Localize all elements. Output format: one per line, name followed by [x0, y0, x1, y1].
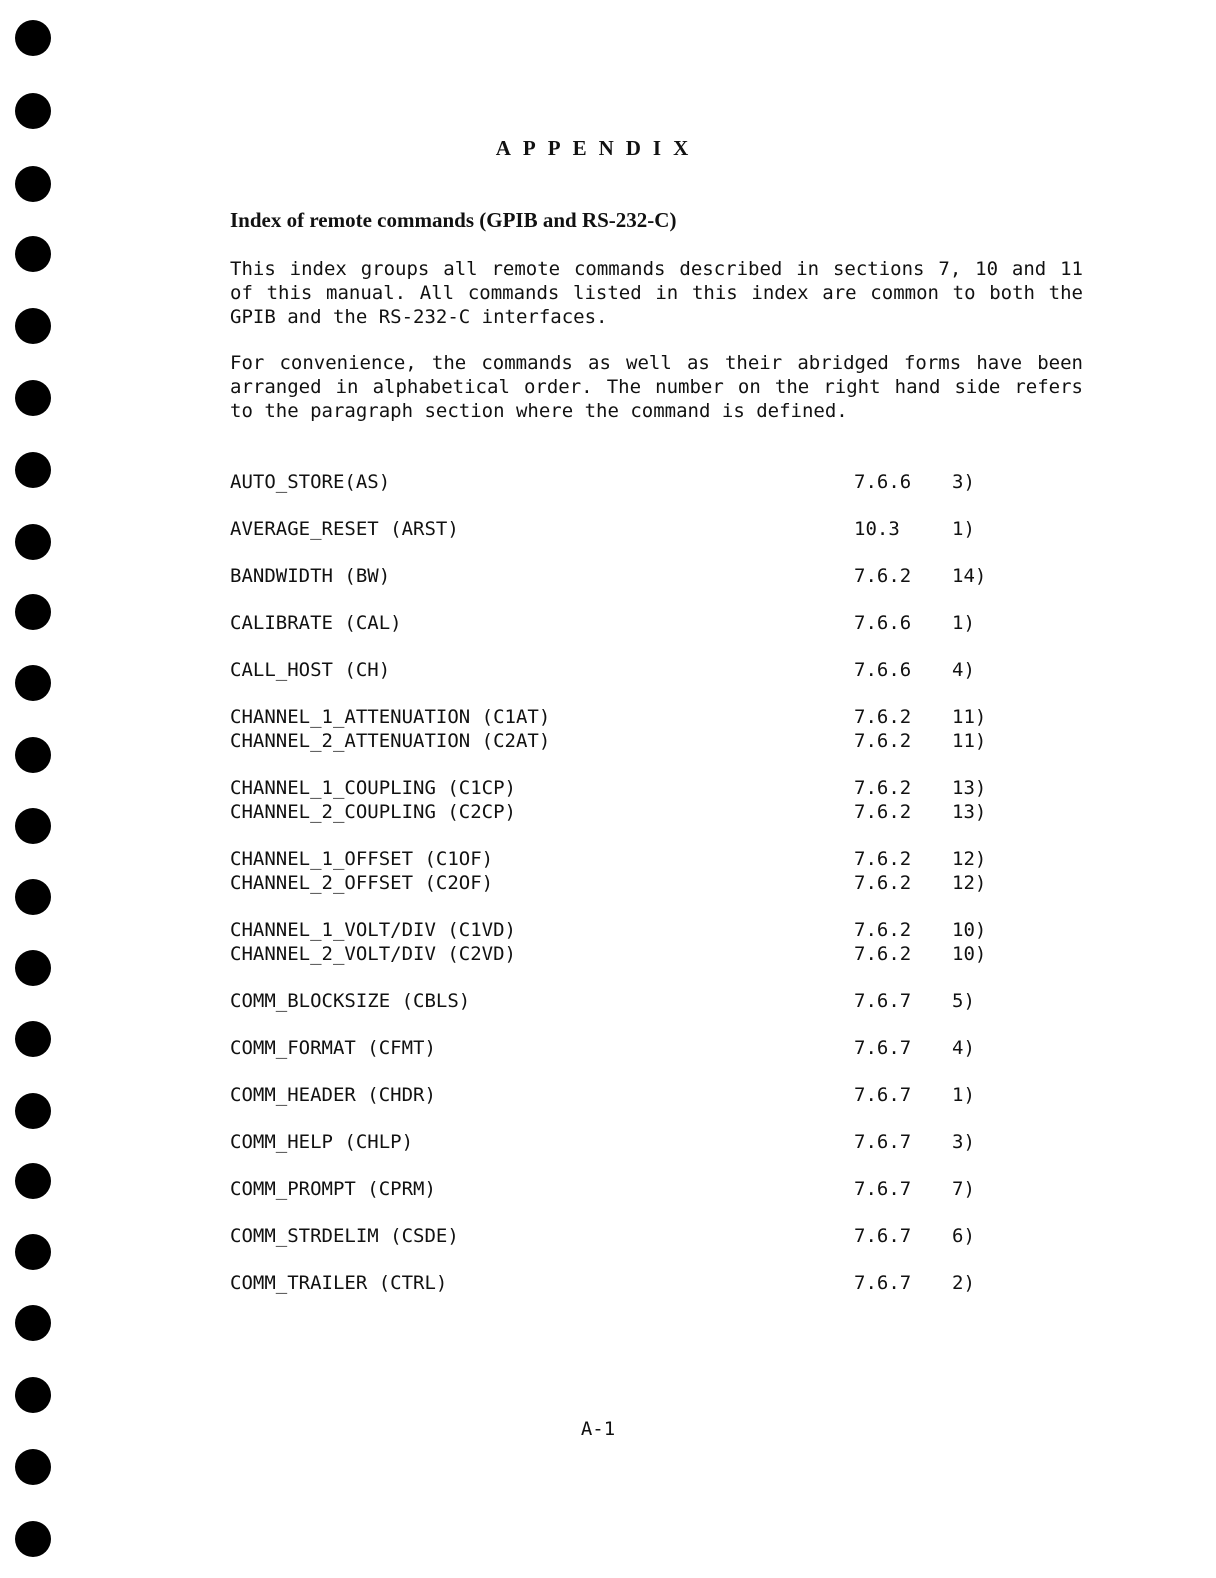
section-number: 7.6.7 [854, 1178, 912, 1200]
binder-hole [15, 1305, 51, 1341]
section-number: 7.6.2 [854, 706, 912, 728]
section-number: 7.6.7 [854, 1225, 912, 1247]
section-number: 7.6.2 [854, 730, 912, 752]
binder-hole [15, 236, 51, 272]
convenience-paragraph: For convenience, the commands as well as their abridged forms have been arranged in alphabetical order. The number on the right hand side refers to the paragraph section where the command is defined. [230, 352, 1083, 422]
command-name: CALIBRATE (CAL) [230, 612, 402, 634]
command-group [230, 1224, 1090, 1248]
item-number: 3) [952, 1131, 975, 1153]
item-number: 12) [952, 872, 987, 894]
item-number: 11) [952, 706, 987, 728]
command-group [230, 658, 1090, 682]
binder-hole [15, 20, 51, 56]
command-group [230, 1271, 1090, 1295]
command-name: COMM_PROMPT (CPRM) [230, 1178, 436, 1200]
section-number: 7.6.2 [854, 943, 912, 965]
command-group [230, 1036, 1090, 1060]
item-number: 1) [952, 1084, 975, 1106]
command-name: COMM_HEADER (CHDR) [230, 1084, 436, 1106]
item-number: 1) [952, 518, 975, 540]
command-group [230, 470, 1090, 494]
section-number: 7.6.2 [854, 801, 912, 823]
section-number: 7.6.7 [854, 1131, 912, 1153]
command-row [230, 942, 1090, 966]
command-group [230, 1083, 1090, 1107]
binder-hole [15, 452, 51, 488]
command-group [230, 611, 1090, 635]
section-number: 7.6.6 [854, 659, 912, 681]
item-number: 11) [952, 730, 987, 752]
command-row [230, 776, 1090, 800]
command-name: COMM_STRDELIM (CSDE) [230, 1225, 459, 1247]
binder-holes [15, 0, 51, 1578]
command-name: COMM_TRAILER (CTRL) [230, 1272, 448, 1294]
command-group [230, 918, 1090, 966]
command-row [230, 989, 1090, 1013]
item-number: 3) [952, 471, 975, 493]
command-name: AUTO_STORE(AS) [230, 471, 391, 493]
command-row [230, 564, 1090, 588]
item-number: 10) [952, 943, 987, 965]
command-group [230, 1130, 1090, 1154]
item-number: 10) [952, 919, 987, 941]
command-row [230, 470, 1090, 494]
section-number: 7.6.7 [854, 1084, 912, 1106]
command-row [230, 918, 1090, 942]
section-number: 7.6.6 [854, 612, 912, 634]
section-number: 7.6.2 [854, 565, 912, 587]
item-number: 6) [952, 1225, 975, 1247]
binder-hole [15, 808, 51, 844]
item-number: 2) [952, 1272, 975, 1294]
command-row [230, 517, 1090, 541]
item-number: 5) [952, 990, 975, 1012]
command-group [230, 989, 1090, 1013]
binder-hole [15, 665, 51, 701]
command-row [230, 658, 1090, 682]
page-number: A-1 [580, 1418, 616, 1440]
section-number: 7.6.2 [854, 848, 912, 870]
binder-hole [15, 950, 51, 986]
binder-hole [15, 308, 51, 344]
item-number: 13) [952, 801, 987, 823]
command-group [230, 705, 1090, 753]
command-row [230, 1224, 1090, 1248]
section-number: 7.6.7 [854, 1272, 912, 1294]
command-row [230, 800, 1090, 824]
section-number: 7.6.2 [854, 777, 912, 799]
page-title: APPENDIX [495, 136, 701, 160]
command-group [230, 776, 1090, 824]
section-number: 7.6.7 [854, 990, 912, 1012]
binder-hole [15, 1521, 51, 1557]
command-name: CHANNEL_1_COUPLING (C1CP) [230, 777, 516, 799]
binder-hole [15, 1234, 51, 1270]
command-name: COMM_HELP (CHLP) [230, 1131, 414, 1153]
section-heading: Index of remote commands (GPIB and RS-232-C) [230, 208, 677, 232]
command-row [230, 611, 1090, 635]
command-name: COMM_FORMAT (CFMT) [230, 1037, 436, 1059]
item-number: 1) [952, 612, 975, 634]
binder-hole [15, 1021, 51, 1057]
binder-hole [15, 1093, 51, 1129]
command-name: AVERAGE_RESET (ARST) [230, 518, 459, 540]
section-number: 7.6.6 [854, 471, 912, 493]
command-row [230, 1177, 1090, 1201]
binder-hole [15, 380, 51, 416]
section-number: 7.6.7 [854, 1037, 912, 1059]
command-name: CHANNEL_1_OFFSET (C1OF) [230, 848, 494, 870]
item-number: 4) [952, 659, 975, 681]
command-name: CHANNEL_2_COUPLING (C2CP) [230, 801, 516, 823]
item-number: 13) [952, 777, 987, 799]
binder-hole [15, 166, 51, 202]
binder-hole [15, 1377, 51, 1413]
command-row [230, 1036, 1090, 1060]
command-name: BANDWIDTH (BW) [230, 565, 391, 587]
intro-paragraph: This index groups all remote commands described in sections 7, 10 and 11 of this manual. All commands listed in this index are common to both the GPIB and the RS-232-C interfaces. [230, 258, 1083, 328]
section-number: 7.6.2 [854, 872, 912, 894]
command-group [230, 564, 1090, 588]
binder-hole [15, 93, 51, 129]
command-group [230, 1177, 1090, 1201]
section-number: 10.3 [854, 518, 900, 540]
command-row [230, 871, 1090, 895]
item-number: 12) [952, 848, 987, 870]
binder-hole [15, 594, 51, 630]
binder-hole [15, 1449, 51, 1485]
item-number: 14) [952, 565, 987, 587]
command-index [230, 470, 1090, 1318]
binder-hole [15, 879, 51, 915]
command-name: CHANNEL_2_OFFSET (C2OF) [230, 872, 494, 894]
command-group [230, 517, 1090, 541]
command-row [230, 847, 1090, 871]
command-name: CHANNEL_1_ATTENUATION (C1AT) [230, 706, 551, 728]
command-name: CALL_HOST (CH) [230, 659, 391, 681]
command-name: CHANNEL_2_ATTENUATION (C2AT) [230, 730, 551, 752]
command-row [230, 1083, 1090, 1107]
command-row [230, 1130, 1090, 1154]
command-name: COMM_BLOCKSIZE (CBLS) [230, 990, 471, 1012]
command-row [230, 729, 1090, 753]
item-number: 7) [952, 1178, 975, 1200]
item-number: 4) [952, 1037, 975, 1059]
command-name: CHANNEL_1_VOLT/DIV (C1VD) [230, 919, 516, 941]
command-row [230, 705, 1090, 729]
command-name: CHANNEL_2_VOLT/DIV (C2VD) [230, 943, 516, 965]
binder-hole [15, 737, 51, 773]
binder-hole [15, 524, 51, 560]
section-number: 7.6.2 [854, 919, 912, 941]
command-group [230, 847, 1090, 895]
command-row [230, 1271, 1090, 1295]
binder-hole [15, 1163, 51, 1199]
